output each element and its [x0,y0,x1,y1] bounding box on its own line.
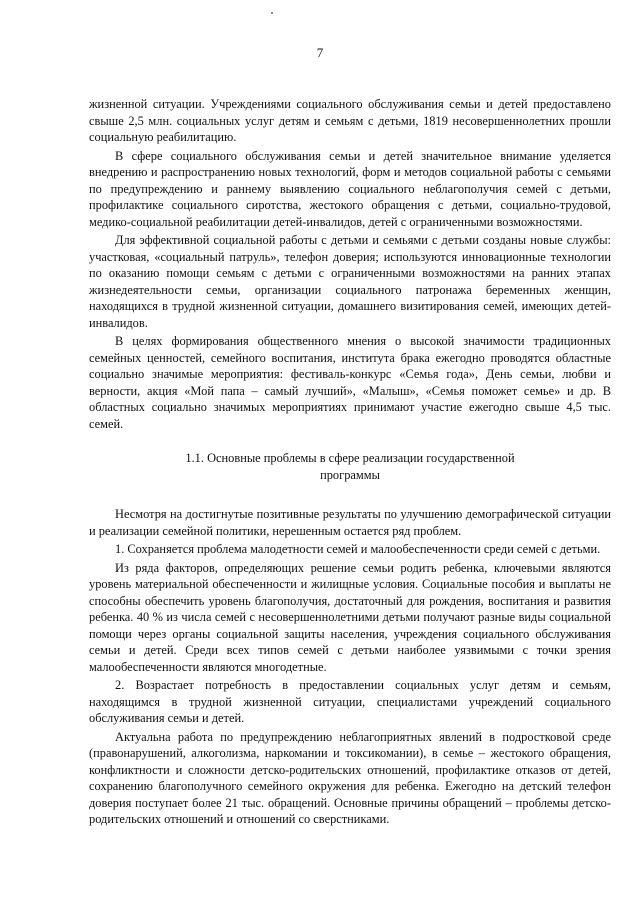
document-body [89,96,611,830]
paragraph: Актуальна работа по предупреждению неблагоприятных явлений в подростковой среде (правонарушений, алкоголизма, наркомании и токсикомании), в семье – жестокого обращения, конфликтности и сложности детско-родительских отношений, профилактике отказов от детей, сохранению благополучного семейного окружения для ребенка. Ежегодно на детский телефон доверия поступает более 21 тыс. обращений. Основные причины обращений – проблемы детско-родительских отношений и отношений со сверстниками. [89,729,611,826]
scan-dot [271,12,273,14]
paragraph: В целях формирования общественного мнения о высокой значимости традиционных семейных ценностей, семейного воспитания, института брака ежегодно проводятся областные социально значимые мероприятия: фестиваль-конкурс «Семья года», День семьи, любви и верности, акция «Мой папа – самый лучший», «Малыш», «Семья поможет семье» и др. В областных социально значимых мероприятиях принимают участие ежегодно свыше 4,5 тыс. семей. [89,334,611,431]
paragraph: В сфере социального обслуживания семьи и детей значительное внимание уделяется внедрению и распространению новых технологий, форм и методов социальной работы с семьями по предупреждению и раннему выявлению социального неблагополучия семей с детьми, профилактике социального сиротства, жестокого обращения с детьми, социально-трудовой, медико-социальной реабилитации детей-инвалидов, детей с ограниченными возможностями. [89,148,611,229]
section-heading-line: программы [320,468,380,482]
paragraph: 2. Возрастает потребность в предоставлении социальных услуг детям и семьям, находящимся в трудной жизненной ситуации, специалистами учреждений социального обслуживания семьи и детей. [89,678,611,725]
paragraph: 1. Сохраняется проблема малодетности семей и малообеспеченности среди семей с детьми. [115,542,601,556]
paragraph: Для эффективной социальной работы с детьми и семьями с детьми созданы новые службы: участковая, «социальный патруль», телефон доверия; используются инновационные технологии по оказанию помощи семьям с детьми с ограниченными возможностями на ранних этапах жизнедеятельности семьи, организации социального патронажа беременных женщин, находящихся в трудной жизненной ситуации, домашнего визитирования семей, имеющих детей-инвалидов. [89,233,611,330]
paragraph: Несмотря на достигнутые позитивные результаты по улучшению демографической ситуации и реализации семейной политики, нерешенным остается ряд проблем. [89,507,611,538]
paragraph: жизненной ситуации. Учреждениями социального обслуживания семьи и детей предоставлено свыше 2,5 млн. социальных услуг детям и семьям с детьми, 1819 несовершеннолетних прошли социальную реабилитацию. [89,97,611,144]
page-number: 7 [316,45,324,60]
section-heading-line: 1.1. Основные проблемы в сфере реализации государственной [185,451,515,465]
paragraph: Из ряда факторов, определяющих решение семьи родить ребенка, ключевыми являются уровень материальной обеспеченности и жилищные условия. Социальные пособия и выплаты не способны обеспечить уровень благополучия, достаточный для рождения, воспитания и развития ребенка. 40 % из числа семей с несовершеннолетними детьми получают разные виды социальной помощи через органы социальной защиты населения, учреждения социального обслуживания семьи и детей. Среди всех типов семей с детьми наиболее уязвимыми с точки зрения малообеспеченности являются многодетные. [89,560,611,674]
section-heading [89,450,611,484]
